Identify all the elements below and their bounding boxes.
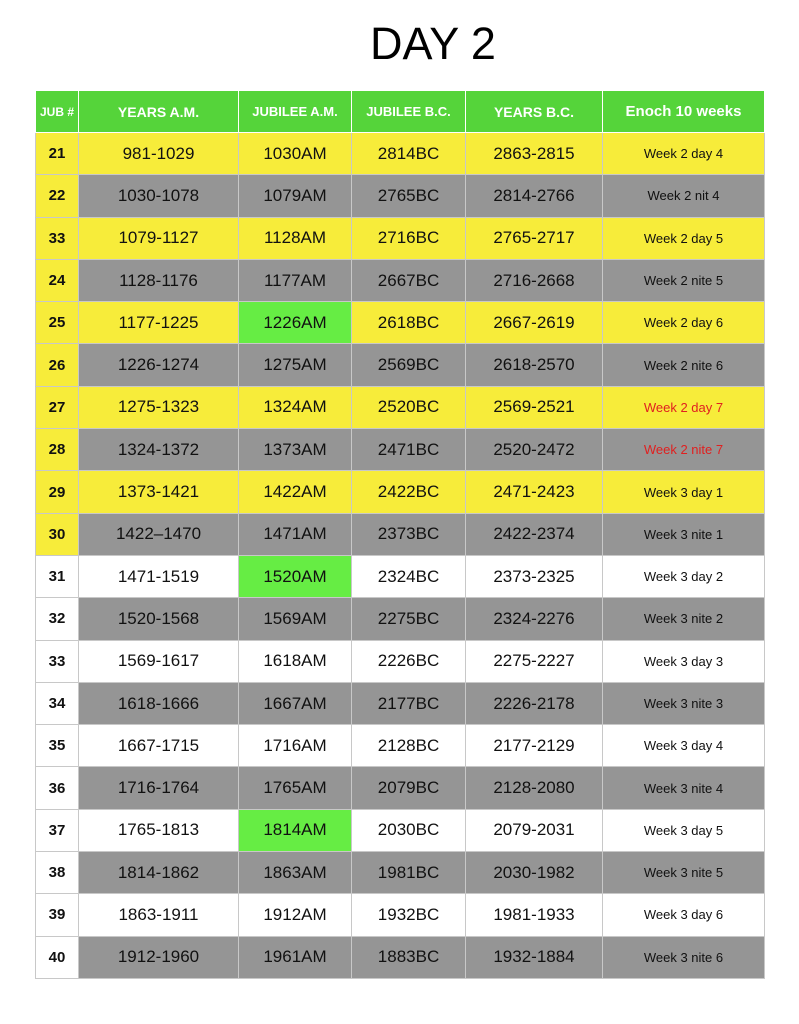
header-years-bc: YEARS B.C.	[466, 91, 603, 133]
cell-jubilee-am: 1569AM	[239, 598, 352, 640]
cell-years-am: 1667-1715	[79, 725, 239, 767]
cell-years-bc: 2177-2129	[466, 725, 603, 767]
cell-jub: 37	[36, 809, 79, 851]
cell-years-bc: 2373-2325	[466, 555, 603, 597]
cell-jub: 30	[36, 513, 79, 555]
cell-years-am: 1471-1519	[79, 555, 239, 597]
cell-years-bc: 2569-2521	[466, 386, 603, 428]
cell-jubilee-bc: 2275BC	[352, 598, 466, 640]
table-row	[36, 217, 765, 259]
cell-jub: 29	[36, 471, 79, 513]
cell-years-am: 1716-1764	[79, 767, 239, 809]
cell-years-am: 1030-1078	[79, 175, 239, 217]
cell-enoch: Week 2 day 7	[603, 386, 765, 428]
cell-jubilee-bc: 2128BC	[352, 725, 466, 767]
table-row	[36, 640, 765, 682]
cell-jubilee-am: 1471AM	[239, 513, 352, 555]
cell-jubilee-bc: 2765BC	[352, 175, 466, 217]
cell-years-bc: 2863-2815	[466, 133, 603, 175]
table-body	[36, 133, 765, 979]
cell-jub: 33	[36, 640, 79, 682]
cell-years-bc: 2667-2619	[466, 302, 603, 344]
cell-years-am: 981-1029	[79, 133, 239, 175]
cell-jubilee-bc: 2520BC	[352, 386, 466, 428]
cell-jubilee-bc: 1932BC	[352, 894, 466, 936]
cell-years-bc: 2618-2570	[466, 344, 603, 386]
cell-years-bc: 2471-2423	[466, 471, 603, 513]
table-row	[36, 429, 765, 471]
table-row	[36, 259, 765, 301]
header-years-am: YEARS A.M.	[79, 91, 239, 133]
cell-enoch: Week 3 nite 4	[603, 767, 765, 809]
cell-years-am: 1863-1911	[79, 894, 239, 936]
cell-jubilee-am: 1520AM	[239, 555, 352, 597]
cell-enoch: Week 2 day 4	[603, 133, 765, 175]
cell-years-bc: 2030-1982	[466, 852, 603, 894]
cell-enoch: Week 2 day 6	[603, 302, 765, 344]
cell-jubilee-am: 1765AM	[239, 767, 352, 809]
cell-jubilee-am: 1912AM	[239, 894, 352, 936]
cell-enoch: Week 3 nite 1	[603, 513, 765, 555]
cell-years-am: 1373-1421	[79, 471, 239, 513]
cell-years-bc: 2716-2668	[466, 259, 603, 301]
cell-years-am: 1226-1274	[79, 344, 239, 386]
cell-years-bc: 2128-2080	[466, 767, 603, 809]
cell-jub: 39	[36, 894, 79, 936]
cell-jubilee-am: 1422AM	[239, 471, 352, 513]
cell-jubilee-am: 1030AM	[239, 133, 352, 175]
cell-jubilee-bc: 2079BC	[352, 767, 466, 809]
table-row	[36, 682, 765, 724]
cell-enoch: Week 2 nit 4	[603, 175, 765, 217]
cell-enoch: Week 3 day 6	[603, 894, 765, 936]
table-row	[36, 344, 765, 386]
cell-jubilee-am: 1226AM	[239, 302, 352, 344]
cell-years-bc: 2324-2276	[466, 598, 603, 640]
cell-jubilee-am: 1863AM	[239, 852, 352, 894]
cell-jubilee-bc: 2471BC	[352, 429, 466, 471]
cell-jub: 38	[36, 852, 79, 894]
cell-jubilee-bc: 2716BC	[352, 217, 466, 259]
cell-years-bc: 2422-2374	[466, 513, 603, 555]
cell-years-am: 1128-1176	[79, 259, 239, 301]
cell-years-am: 1275-1323	[79, 386, 239, 428]
cell-enoch: Week 3 nite 5	[603, 852, 765, 894]
cell-enoch: Week 3 nite 3	[603, 682, 765, 724]
cell-enoch: Week 3 day 1	[603, 471, 765, 513]
cell-jubilee-am: 1128AM	[239, 217, 352, 259]
table-row	[36, 894, 765, 936]
cell-years-bc: 1981-1933	[466, 894, 603, 936]
cell-jub: 22	[36, 175, 79, 217]
cell-years-am: 1814-1862	[79, 852, 239, 894]
cell-jub: 32	[36, 598, 79, 640]
cell-jubilee-am: 1373AM	[239, 429, 352, 471]
cell-years-am: 1177-1225	[79, 302, 239, 344]
cell-jubilee-am: 1618AM	[239, 640, 352, 682]
cell-enoch: Week 3 day 2	[603, 555, 765, 597]
cell-jubilee-bc: 1981BC	[352, 852, 466, 894]
header-jubilee-am: JUBILEE A.M.	[239, 91, 352, 133]
cell-jubilee-bc: 1883BC	[352, 936, 466, 978]
cell-jub: 25	[36, 302, 79, 344]
cell-years-am: 1079-1127	[79, 217, 239, 259]
table-row	[36, 936, 765, 978]
cell-jub: 24	[36, 259, 79, 301]
cell-years-bc: 2765-2717	[466, 217, 603, 259]
cell-years-bc: 1932-1884	[466, 936, 603, 978]
cell-jubilee-bc: 2226BC	[352, 640, 466, 682]
cell-jub: 34	[36, 682, 79, 724]
cell-jubilee-am: 1275AM	[239, 344, 352, 386]
cell-jub: 33	[36, 217, 79, 259]
cell-jubilee-am: 1079AM	[239, 175, 352, 217]
cell-jubilee-bc: 2030BC	[352, 809, 466, 851]
cell-jub: 31	[36, 555, 79, 597]
header-row	[36, 91, 765, 133]
cell-enoch: Week 2 nite 6	[603, 344, 765, 386]
cell-years-am: 1520-1568	[79, 598, 239, 640]
cell-jub: 36	[36, 767, 79, 809]
cell-jubilee-am: 1814AM	[239, 809, 352, 851]
header-enoch: Enoch 10 weeks	[603, 91, 765, 133]
cell-enoch: Week 3 nite 6	[603, 936, 765, 978]
cell-enoch: Week 3 day 3	[603, 640, 765, 682]
cell-jubilee-am: 1716AM	[239, 725, 352, 767]
table-row	[36, 767, 765, 809]
cell-jubilee-am: 1667AM	[239, 682, 352, 724]
table-row	[36, 555, 765, 597]
cell-years-am: 1618-1666	[79, 682, 239, 724]
cell-jubilee-bc: 2618BC	[352, 302, 466, 344]
table-row	[36, 386, 765, 428]
table-row	[36, 809, 765, 851]
cell-years-bc: 2275-2227	[466, 640, 603, 682]
cell-jub: 28	[36, 429, 79, 471]
cell-years-am: 1324-1372	[79, 429, 239, 471]
jubilee-table	[35, 90, 765, 979]
cell-jubilee-bc: 2373BC	[352, 513, 466, 555]
cell-jub: 27	[36, 386, 79, 428]
cell-years-bc: 2226-2178	[466, 682, 603, 724]
table-row	[36, 852, 765, 894]
cell-jubilee-bc: 2324BC	[352, 555, 466, 597]
table-row	[36, 513, 765, 555]
table-header	[36, 91, 765, 133]
cell-jub: 21	[36, 133, 79, 175]
header-jubilee-bc: JUBILEE B.C.	[352, 91, 466, 133]
cell-enoch: Week 3 day 4	[603, 725, 765, 767]
cell-jubilee-am: 1961AM	[239, 936, 352, 978]
cell-jubilee-bc: 2569BC	[352, 344, 466, 386]
cell-years-bc: 2079-2031	[466, 809, 603, 851]
cell-years-am: 1422–1470	[79, 513, 239, 555]
cell-jubilee-am: 1324AM	[239, 386, 352, 428]
cell-enoch: Week 2 nite 5	[603, 259, 765, 301]
cell-jubilee-bc: 2814BC	[352, 133, 466, 175]
cell-years-bc: 2520-2472	[466, 429, 603, 471]
cell-jub: 40	[36, 936, 79, 978]
cell-enoch: Week 2 nite 7	[603, 429, 765, 471]
cell-jubilee-am: 1177AM	[239, 259, 352, 301]
table-row	[36, 725, 765, 767]
cell-enoch: Week 3 day 5	[603, 809, 765, 851]
table-row	[36, 598, 765, 640]
page-title: DAY 2	[370, 18, 496, 69]
cell-jubilee-bc: 2667BC	[352, 259, 466, 301]
table-row	[36, 302, 765, 344]
cell-jubilee-bc: 2422BC	[352, 471, 466, 513]
cell-jub: 35	[36, 725, 79, 767]
cell-years-am: 1569-1617	[79, 640, 239, 682]
cell-jubilee-bc: 2177BC	[352, 682, 466, 724]
cell-years-am: 1765-1813	[79, 809, 239, 851]
cell-enoch: Week 3 nite 2	[603, 598, 765, 640]
table-row	[36, 175, 765, 217]
cell-jub: 26	[36, 344, 79, 386]
header-jub: JUB #	[36, 91, 79, 133]
table-row	[36, 471, 765, 513]
table-row	[36, 133, 765, 175]
cell-enoch: Week 2 day 5	[603, 217, 765, 259]
cell-years-am: 1912-1960	[79, 936, 239, 978]
cell-years-bc: 2814-2766	[466, 175, 603, 217]
